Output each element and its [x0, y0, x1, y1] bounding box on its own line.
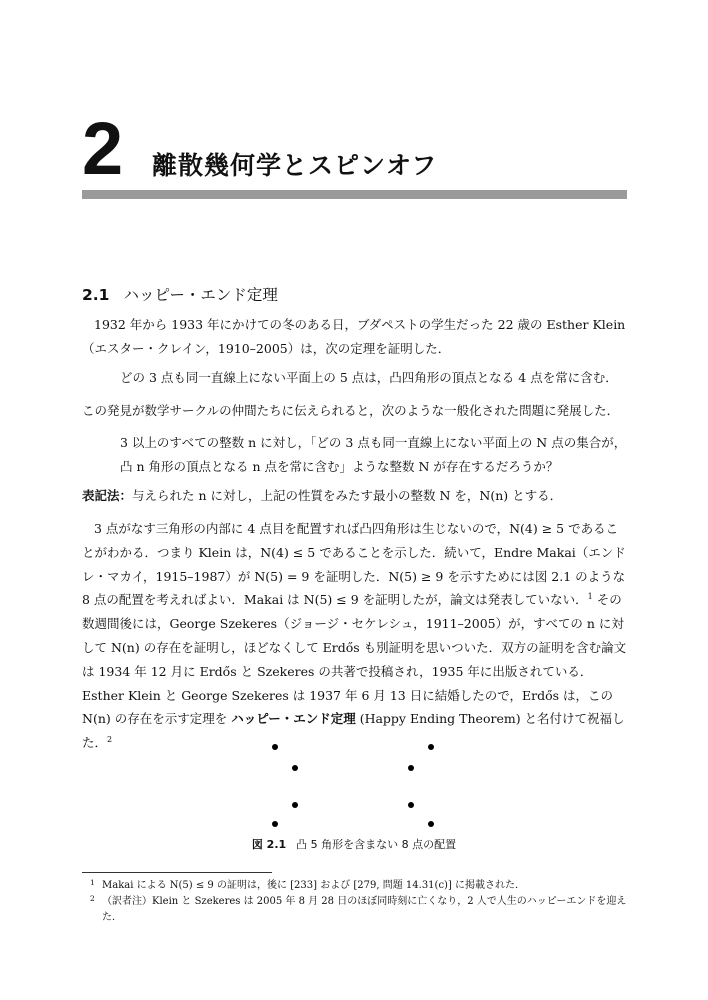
footnote-mark: 1: [90, 878, 95, 887]
paragraph-3-part-d: (Happy Ending Theorem) と名付けて祝福した．: [82, 711, 625, 751]
figure-caption: [0, 836, 708, 852]
point-2: [428, 744, 434, 750]
footnote-1: [82, 878, 627, 894]
paragraph-3-part-b: その数週間後には，George Szekeres（ジョージ・セケレシュ，1911–2005）が，すべての n に対して N(n) の存在を証明し，ほどなくして Erdős も別証明を思いついた．双方の証明を含む論文は 1934 年 12 月に Erdős と Szekeres の共著で投稿され，1935 年に出版されている．Esther Klein と George Szekeres は 1937 年 6 月 13 日に結婚したので，Erdős は，この N(n) の存在を示す定理を: [82, 592, 627, 727]
body-text-2: [82, 399, 627, 423]
paragraph-2: この発見が数学サークルの仲間たちに伝えられると，次のような一般化された問題に発展した．: [82, 403, 620, 418]
chapter-title: 離散幾何学とスピンオフ: [152, 151, 438, 180]
point-8: [428, 821, 434, 827]
notation-block: [82, 484, 627, 508]
quote-block-2: [82, 431, 627, 479]
body-text-3: [82, 517, 627, 755]
happy-ending-term: ハッピー・エンド定理: [231, 711, 356, 727]
chapter-rule: [82, 190, 627, 199]
notation-text: 与えられた n に対し，上記の性質をみたす最小の整数 N を，N(n) とする．: [132, 488, 563, 503]
point-5: [292, 802, 298, 808]
question-quote: 3 以上のすべての整数 n に対し，「どの 3 点も同一直線上にない平面上の N 点の集合が，凸 n 角形の頂点となる n 点を常に含む」ような整数 N が存在するだろうか？: [120, 435, 627, 474]
quote-block-1: [82, 366, 627, 390]
footnote-rule: [82, 872, 272, 873]
section-title: ハッピー・エンド定理: [123, 286, 278, 304]
notation-label: 表記法：: [82, 488, 133, 503]
footnote-2: [82, 894, 627, 926]
footnote-ref-2[interactable]: 2: [107, 735, 113, 745]
paragraph-3: [82, 517, 627, 755]
body-text-1: [82, 313, 627, 361]
footnote-ref-1[interactable]: 1: [587, 592, 593, 602]
figure-2-1: [0, 730, 708, 830]
figure-label: 図 2.1: [251, 838, 287, 851]
theorem-quote: どの 3 点も同一直線上にない平面上の 5 点は，凸四角形の頂点となる 4 点を常に含む．: [120, 370, 618, 385]
footnote-text: （訳者注）Klein と Szekeres は 2005 年 8 月 28 日のほぼ同時刻に亡くなり，2 人で人生のハッピーエンドを迎えた．: [102, 896, 627, 923]
point-4: [408, 765, 414, 771]
paragraph-1: 1932 年から 1933 年にかけての冬のある日，ブダペストの学生だった 22 歳の Esther Klein（エスター・クレイン，1910–2005）は，次の定理を証明した．: [82, 317, 626, 356]
point-7: [272, 821, 278, 827]
point-3: [292, 765, 298, 771]
point-6: [408, 802, 414, 808]
footnote-mark: 2: [90, 894, 95, 903]
footnotes: [82, 878, 627, 926]
section-number: 2.1: [82, 286, 110, 304]
footnote-text: Makai による N(5) ≤ 9 の証明は，後に [233] および [279, 問題 14.31(c)] に掲載された．: [102, 880, 526, 891]
figure-caption-text: 凸 5 角形を含まない 8 点の配置: [296, 838, 457, 851]
section-heading: [82, 283, 278, 305]
chapter-number: 2: [82, 107, 122, 190]
point-1: [272, 744, 278, 750]
paragraph-3-part-a: 3 点がなす三角形の内部に 4 点目を配置すれば凸四角形は生じないので，N(4) ≥ 5 であることがわかる．つまり Klein は，N(4) ≤ 5 であることを示した．続いて，Endre Makai（エンドレ・マカイ，1915–1987）が N(5) = 9 を証明した．N(5) ≥ 9 を示すためには図 2.1 のような 8 点の配置を考えればよい．Makai は N(5) ≤ 9 を証明したが，論文は発表していない．: [82, 521, 626, 608]
